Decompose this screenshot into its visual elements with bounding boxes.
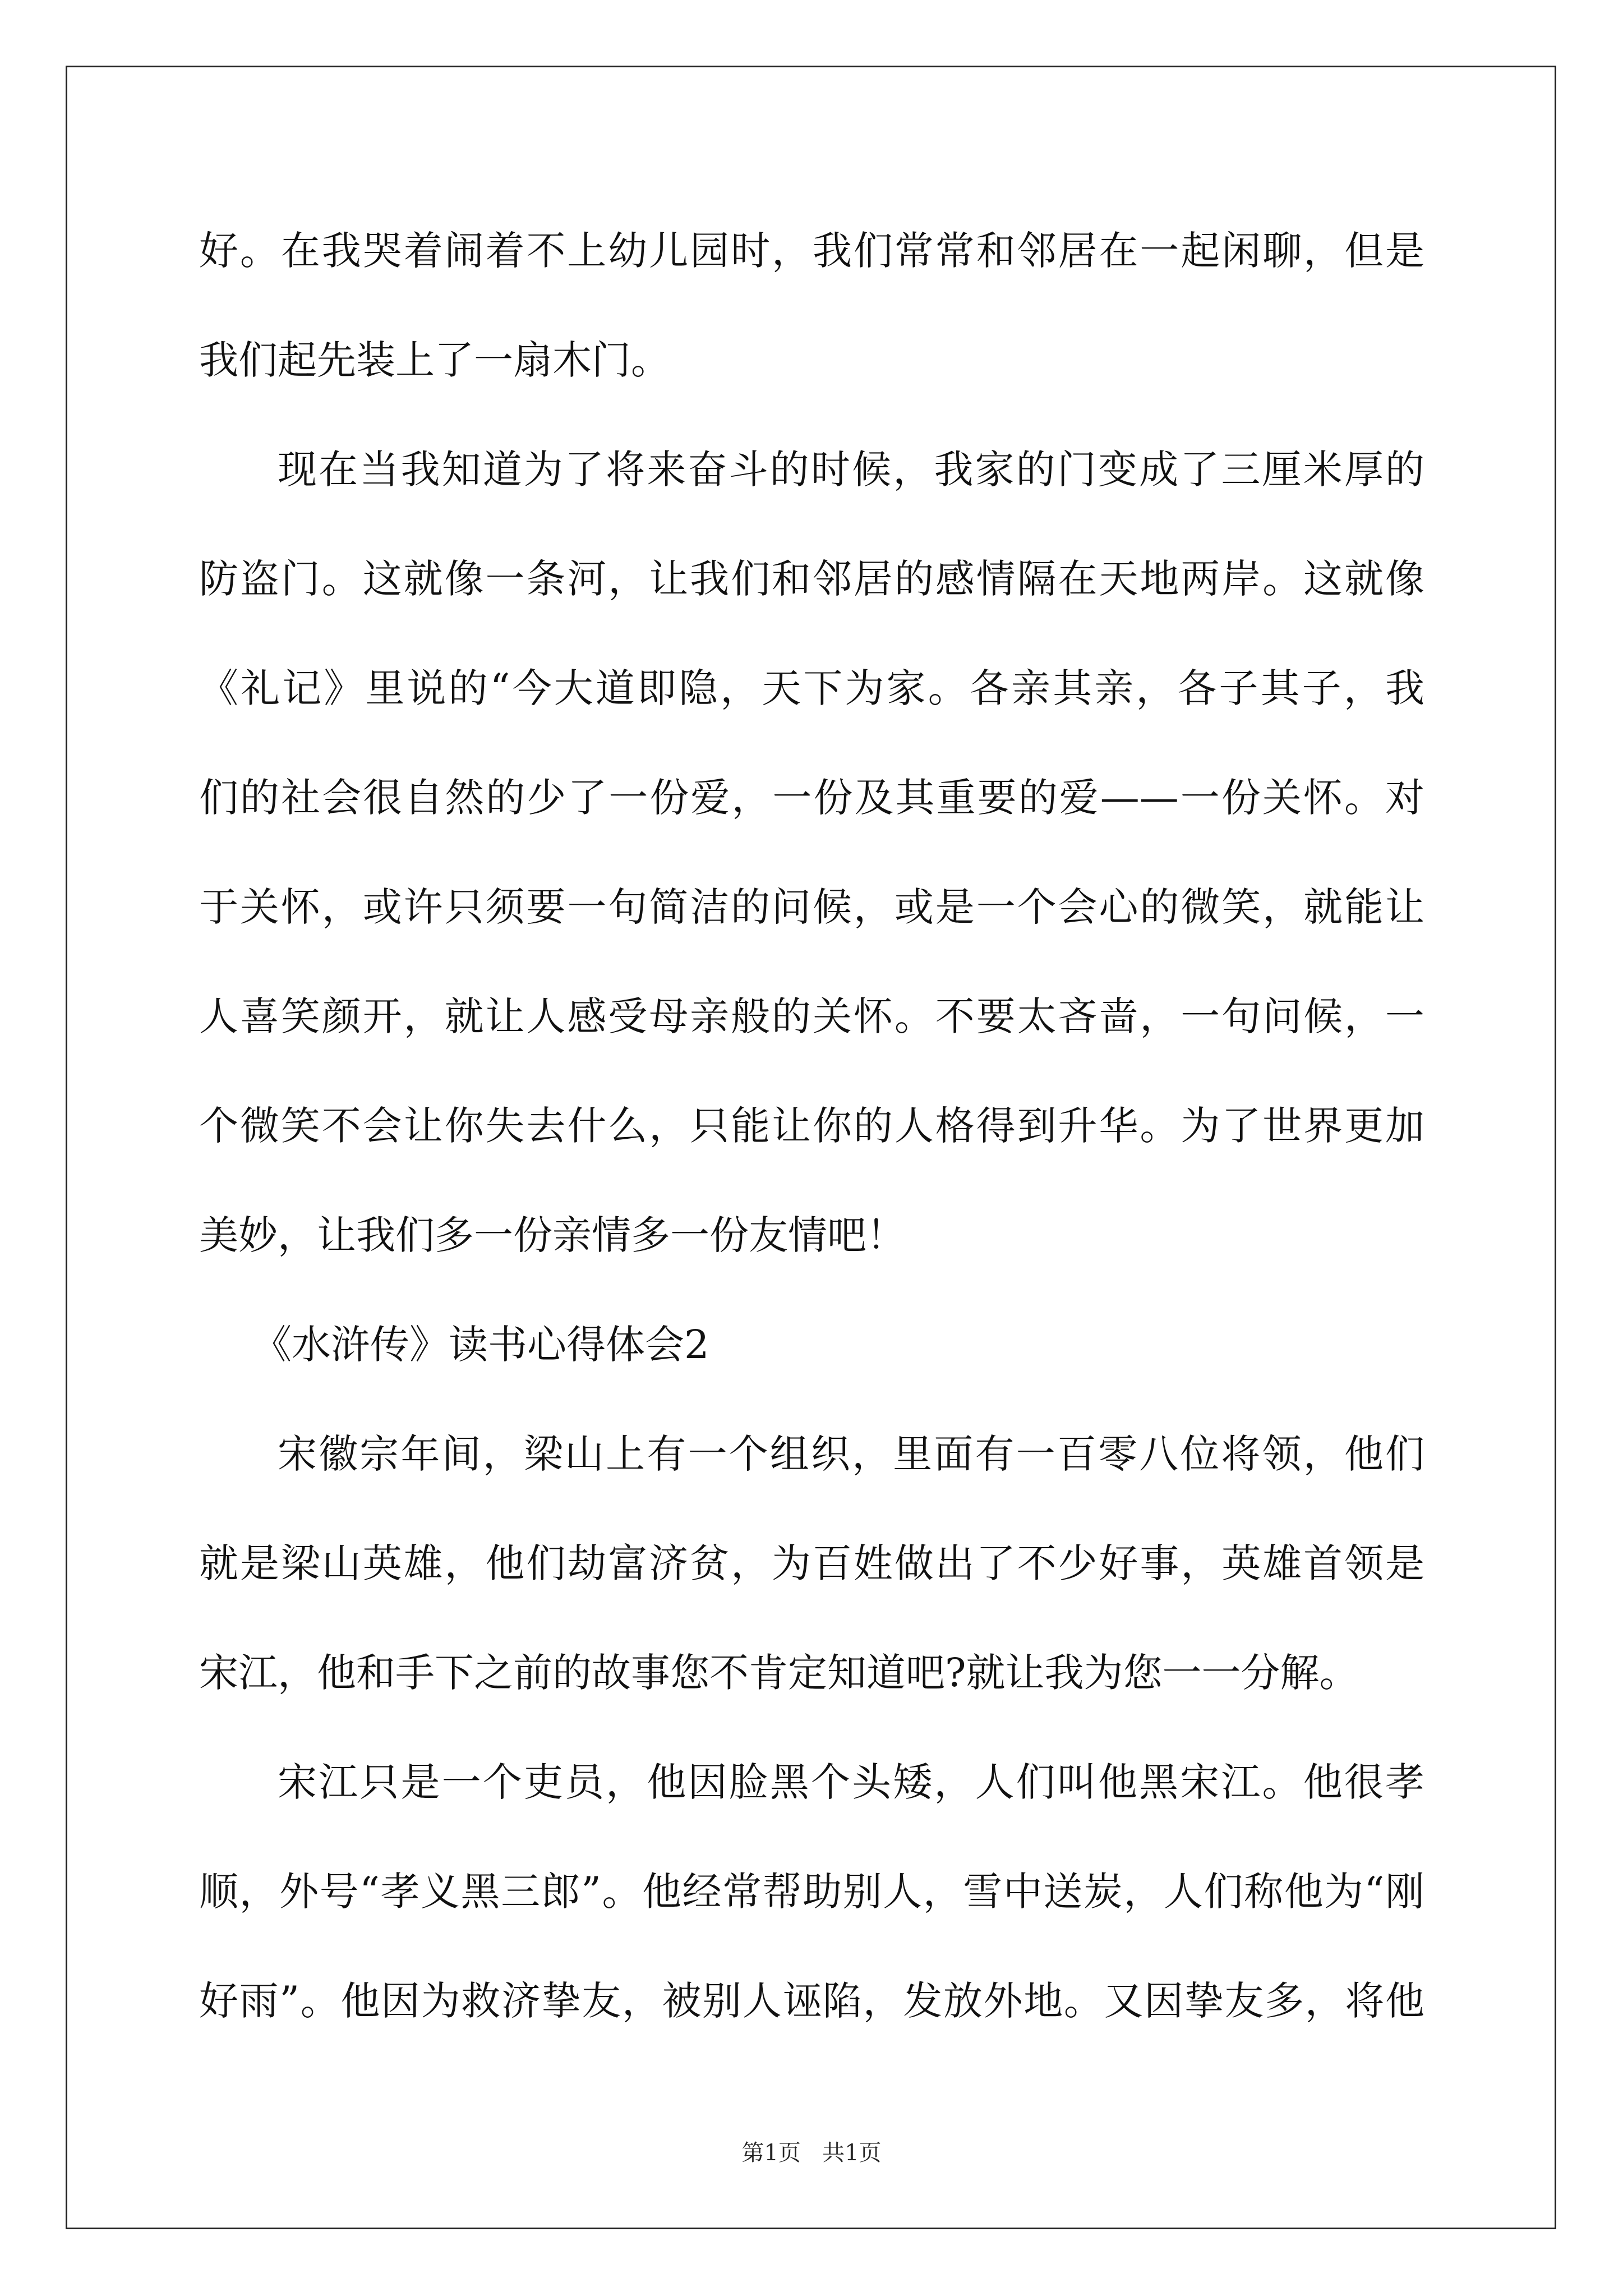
paragraph-2-line-1: 现在当我知道为了将来奋斗的时候，我家的门变成了三厘米厚的 [278,447,1424,493]
document-body [199,196,1424,2056]
paragraph-3-line-3: 宋江，他和手下之前的故事您不肯定知道吧?就让我为您一一分解。 [199,1650,1359,1696]
paragraph-1-line-2: 我们起先装上了一扇木门。 [199,337,670,383]
paragraph-2-line-2: 防盗门。这就像一条河，让我们和邻居的感情隔在天地两岸。这就像 [199,556,1424,602]
paragraph-2-line-5: 于关怀，或许只须要一句简洁的问候，或是一个会心的微笑，就能让 [199,884,1424,930]
page-footer [0,2136,1623,2170]
paragraph-2-line-8: 美妙，让我们多一份亲情多一份友情吧！ [199,1212,906,1258]
paragraph-4-line-1: 宋江只是一个吏员，他因脸黑个头矮，人们叫他黑宋江。他很孝 [278,1759,1424,1805]
paragraph-2-line-4: 们的社会很自然的少了一份爱，一份及其重要的爱——一份关怀。对 [199,775,1424,821]
page-number: 第1页 [741,2140,801,2166]
paragraph-1-line-1: 好。在我哭着闹着不上幼儿园时，我们常常和邻居在一起闲聊，但是 [199,228,1424,274]
section-heading: 《水浒传》读书心得体会2 [252,1322,709,1368]
paragraph-2-line-3: 《礼记》里说的“今大道即隐，天下为家。各亲其亲，各子其子，我 [199,665,1424,711]
paragraph-4-line-3: 好雨”。他因为救济挚友，被别人诬陷，发放外地。又因挚友多，将他 [199,1978,1424,2024]
paragraph-3-line-2: 就是梁山英雄，他们劫富济贫，为百姓做出了不少好事，英雄首领是 [199,1540,1424,1586]
paragraph-2-line-6: 人喜笑颜开，就让人感受母亲般的关怀。不要太吝啬，一句问候，一 [199,993,1424,1039]
page-total: 共1页 [822,2140,882,2166]
paragraph-3-line-1: 宋徽宗年间，梁山上有一个组织，里面有一百零八位将领，他们 [278,1431,1424,1477]
paragraph-4-line-2: 顺，外号“孝义黑三郎”。他经常帮助别人，雪中送炭，人们称他为“刚 [199,1869,1424,1915]
paragraph-2-line-7: 个微笑不会让你失去什么，只能让你的人格得到升华。为了世界更加 [199,1103,1424,1149]
